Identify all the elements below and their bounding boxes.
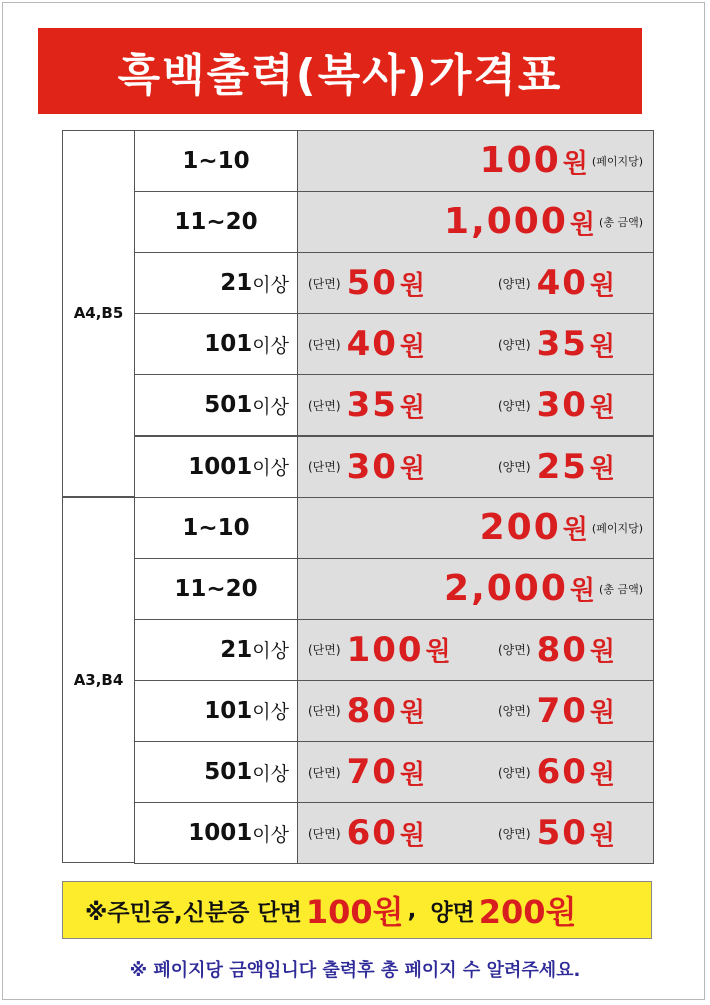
range-suffix: 이상 xyxy=(252,334,289,357)
single-sided-tag: (단면) xyxy=(308,643,341,658)
price-cell xyxy=(297,130,654,192)
range-value: 101 xyxy=(204,331,253,358)
won-unit: 원 xyxy=(399,270,426,301)
range-value: 1001 xyxy=(188,820,253,847)
double-sided-price xyxy=(498,375,615,435)
double-sided-value: 30 xyxy=(536,385,588,426)
price-value: 2,000 xyxy=(444,567,568,609)
won-unit: 원 xyxy=(589,270,616,301)
won-unit: 원 xyxy=(589,820,616,851)
won-unit: 원 xyxy=(569,576,596,607)
size-label: A3,B4 xyxy=(62,497,135,864)
quantity-range xyxy=(134,619,298,681)
price-cell xyxy=(297,436,654,498)
price-cell xyxy=(297,252,654,314)
double-sided-value: 80 xyxy=(536,629,588,670)
double-sided-value: 60 xyxy=(536,752,588,793)
single-sided-tag: (단면) xyxy=(308,826,341,841)
range-value: 1~10 xyxy=(182,514,250,541)
won-unit: 원 xyxy=(399,820,426,851)
double-sided-price xyxy=(498,253,615,313)
won-unit: 원 xyxy=(589,759,616,790)
range-suffix: 이상 xyxy=(252,701,289,724)
double-sided-price xyxy=(498,742,615,802)
page-title: 흑백출력(복사)가격표 xyxy=(38,28,642,114)
range-suffix: 이상 xyxy=(252,762,289,785)
range-value: 11~20 xyxy=(174,575,258,602)
double-sided-price xyxy=(498,681,615,741)
footer-notice: ※ 페이지당 금액입니다 출력후 총 페이지 수 알려주세요. xyxy=(129,960,581,981)
won-unit: 원 xyxy=(589,698,616,729)
double-sided-price xyxy=(498,437,615,497)
range-value: 501 xyxy=(204,759,253,786)
won-unit: 원 xyxy=(589,392,616,423)
won-unit: 원 xyxy=(425,637,451,668)
range-value: 21 xyxy=(220,636,253,663)
double-sided-tag: (양면) xyxy=(498,460,531,475)
single-sided-tag: (단면) xyxy=(308,765,341,780)
id-notice-prefix: ※주민증,신분증 단면 xyxy=(85,899,302,926)
price-value: 200 xyxy=(479,506,561,548)
quantity-range xyxy=(134,680,298,742)
quantity-range xyxy=(134,130,298,192)
single-sided-price xyxy=(308,742,425,802)
quantity-range xyxy=(134,741,298,803)
double-sided-value: 70 xyxy=(536,690,588,731)
id-notice-single-price: 100원 xyxy=(305,893,404,931)
single-sided-tag: (단면) xyxy=(308,337,341,352)
price-cell xyxy=(297,741,654,803)
won-unit: 원 xyxy=(562,515,588,546)
id-card-notice xyxy=(62,881,652,939)
double-sided-price xyxy=(498,620,615,680)
won-unit: 원 xyxy=(562,148,588,179)
single-sided-price xyxy=(308,620,451,680)
won-unit: 원 xyxy=(399,331,426,362)
price-cell xyxy=(297,374,654,436)
price-cell xyxy=(297,497,654,559)
range-suffix: 이상 xyxy=(252,273,289,296)
single-sided-value: 70 xyxy=(346,752,398,793)
quantity-range xyxy=(134,252,298,314)
range-value: 101 xyxy=(204,697,253,724)
single-sided-value: 100 xyxy=(346,629,424,670)
range-value: 1001 xyxy=(188,453,253,480)
quantity-range xyxy=(134,558,298,620)
price-value: 100 xyxy=(479,140,561,182)
double-sided-tag: (양면) xyxy=(498,765,531,780)
range-value: 1~10 xyxy=(182,148,250,175)
won-unit: 원 xyxy=(399,698,426,729)
price-note: (페이지당) xyxy=(591,155,643,169)
double-sided-tag: (양면) xyxy=(498,398,531,413)
won-unit: 원 xyxy=(589,454,616,485)
double-sided-value: 35 xyxy=(536,324,588,365)
single-sided-price xyxy=(308,681,425,741)
range-suffix: 이상 xyxy=(252,395,289,418)
quantity-range xyxy=(134,497,298,559)
single-sided-price xyxy=(308,375,425,435)
price-note: (총 금액) xyxy=(599,216,643,230)
range-suffix: 이상 xyxy=(252,457,289,480)
single-sided-price xyxy=(308,803,425,863)
single-sided-value: 30 xyxy=(346,446,398,487)
price-cell xyxy=(297,191,654,253)
won-unit: 원 xyxy=(589,331,616,362)
range-value: 501 xyxy=(204,392,253,419)
single-sided-value: 60 xyxy=(346,813,398,854)
won-unit: 원 xyxy=(589,637,616,668)
single-sided-tag: (단면) xyxy=(308,398,341,413)
won-unit: 원 xyxy=(569,209,596,240)
won-unit: 원 xyxy=(399,392,426,423)
single-sided-price xyxy=(308,253,425,313)
single-sided-tag: (단면) xyxy=(308,276,341,291)
price-value: 1,000 xyxy=(444,201,568,243)
quantity-range xyxy=(134,436,298,498)
double-sided-tag: (양면) xyxy=(498,643,531,658)
double-sided-tag: (양면) xyxy=(498,704,531,719)
single-sided-price xyxy=(308,437,425,497)
won-unit: 원 xyxy=(399,454,426,485)
single-sided-tag: (단면) xyxy=(308,704,341,719)
price-cell xyxy=(297,619,654,681)
double-sided-value: 50 xyxy=(536,813,588,854)
single-sided-value: 80 xyxy=(346,690,398,731)
quantity-range xyxy=(134,802,298,864)
single-sided-value: 50 xyxy=(346,263,398,304)
single-sided-value: 35 xyxy=(346,385,398,426)
price-cell xyxy=(297,802,654,864)
quantity-range xyxy=(134,374,298,436)
double-sided-tag: (양면) xyxy=(498,337,531,352)
range-value: 11~20 xyxy=(174,209,258,236)
double-sided-price xyxy=(498,314,615,374)
double-sided-price xyxy=(498,803,615,863)
id-notice-comma: , xyxy=(407,897,417,923)
double-sided-value: 40 xyxy=(536,263,588,304)
quantity-range xyxy=(134,191,298,253)
double-sided-value: 25 xyxy=(536,446,588,487)
single-sided-tag: (단면) xyxy=(308,460,341,475)
range-suffix: 이상 xyxy=(252,640,289,663)
price-note: (총 금액) xyxy=(599,582,643,596)
double-sided-tag: (양면) xyxy=(498,276,531,291)
id-notice-double-label: 양면 xyxy=(430,899,475,926)
price-cell xyxy=(297,313,654,375)
size-label: A4,B5 xyxy=(62,130,135,497)
quantity-range xyxy=(134,313,298,375)
single-sided-value: 40 xyxy=(346,324,398,365)
id-notice-double-price: 200원 xyxy=(478,893,577,931)
range-value: 21 xyxy=(220,270,253,297)
range-suffix: 이상 xyxy=(252,823,289,846)
price-note: (페이지당) xyxy=(591,521,643,535)
won-unit: 원 xyxy=(399,759,426,790)
price-table xyxy=(62,130,654,863)
double-sided-tag: (양면) xyxy=(498,826,531,841)
single-sided-price xyxy=(308,314,425,374)
price-cell xyxy=(297,680,654,742)
price-cell xyxy=(297,558,654,620)
